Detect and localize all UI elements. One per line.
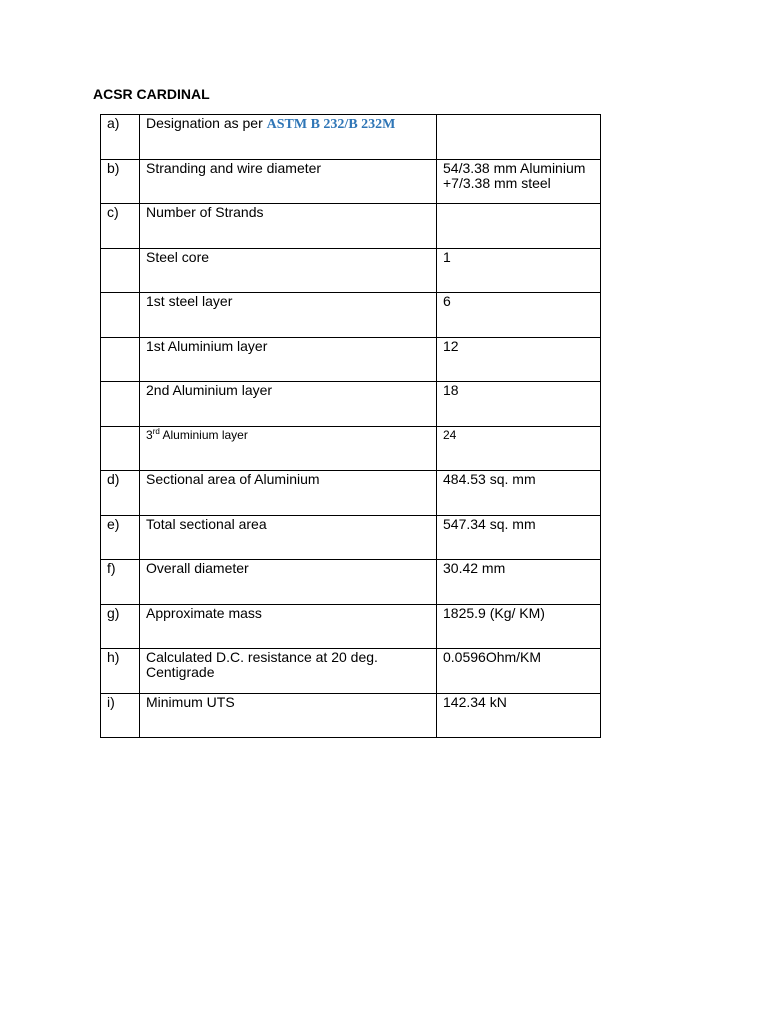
ordinal-suffix: rd: [152, 426, 160, 436]
table-row: [101, 471, 601, 516]
row-index: d): [101, 471, 140, 516]
table-row: [101, 560, 601, 605]
row-description: [140, 426, 437, 471]
table-row: [101, 115, 601, 160]
row-value: 30.42 mm: [437, 560, 601, 605]
table-row: [101, 204, 601, 249]
document-title: ACSR CARDINAL: [93, 86, 210, 102]
row-value: 484.53 sq. mm: [437, 471, 601, 516]
row-value: 1825.9 (Kg/ KM): [437, 604, 601, 649]
row-description: Sectional area of Aluminium: [140, 471, 437, 516]
row-index: [101, 382, 140, 427]
row-description: Overall diameter: [140, 560, 437, 605]
row-value: [437, 204, 601, 249]
row-value: 18: [437, 382, 601, 427]
row-description: [140, 649, 437, 694]
row-value: 142.34 kN: [437, 693, 601, 738]
row-description-text: Designation as per: [146, 115, 267, 131]
row-value: 547.34 sq. mm: [437, 515, 601, 560]
row-index: c): [101, 204, 140, 249]
row-index: f): [101, 560, 140, 605]
row-description-text: Aluminium layer: [159, 427, 248, 442]
row-description: 1st Aluminium layer: [140, 337, 437, 382]
table-row: [101, 515, 601, 560]
row-description: Approximate mass: [140, 604, 437, 649]
specification-table: [100, 114, 601, 738]
row-index: i): [101, 693, 140, 738]
row-index: [101, 337, 140, 382]
row-value: 6: [437, 293, 601, 338]
row-description: Total sectional area: [140, 515, 437, 560]
standard-reference: ASTM B 232/B 232M: [266, 117, 396, 132]
row-index: [101, 426, 140, 471]
row-index: a): [101, 115, 140, 160]
table-row: [101, 649, 601, 694]
row-value: 1: [437, 248, 601, 293]
row-value: [437, 115, 601, 160]
row-description-line: Calculated D.C. resistance at 20 deg.: [146, 649, 378, 665]
row-description: 2nd Aluminium layer: [140, 382, 437, 427]
row-value-line: +7/3.38 mm steel: [443, 174, 551, 191]
row-value: 0.0596Ohm/KM: [437, 649, 601, 694]
row-value-line: 54/3.38 mm Aluminium: [443, 159, 586, 176]
row-index: [101, 293, 140, 338]
table-row: [101, 426, 601, 471]
row-description: 1st steel layer: [140, 293, 437, 338]
table-row: [101, 159, 601, 204]
row-index: [101, 248, 140, 293]
row-value: 24: [437, 426, 601, 471]
table-row: [101, 337, 601, 382]
row-index: g): [101, 604, 140, 649]
row-description: [140, 115, 437, 160]
row-index: h): [101, 649, 140, 694]
row-description: Minimum UTS: [140, 693, 437, 738]
row-description: Steel core: [140, 248, 437, 293]
ordinal-number: 3: [146, 427, 153, 442]
table-row: [101, 604, 601, 649]
table-row: [101, 382, 601, 427]
row-value: 12: [437, 337, 601, 382]
row-value: [437, 159, 601, 204]
table-row: [101, 293, 601, 338]
row-index: e): [101, 515, 140, 560]
row-description: Stranding and wire diameter: [140, 159, 437, 204]
table-row: [101, 248, 601, 293]
row-description-line: Centigrade: [146, 664, 215, 680]
row-description: Number of Strands: [140, 204, 437, 249]
table-row: [101, 693, 601, 738]
row-index: b): [101, 159, 140, 204]
